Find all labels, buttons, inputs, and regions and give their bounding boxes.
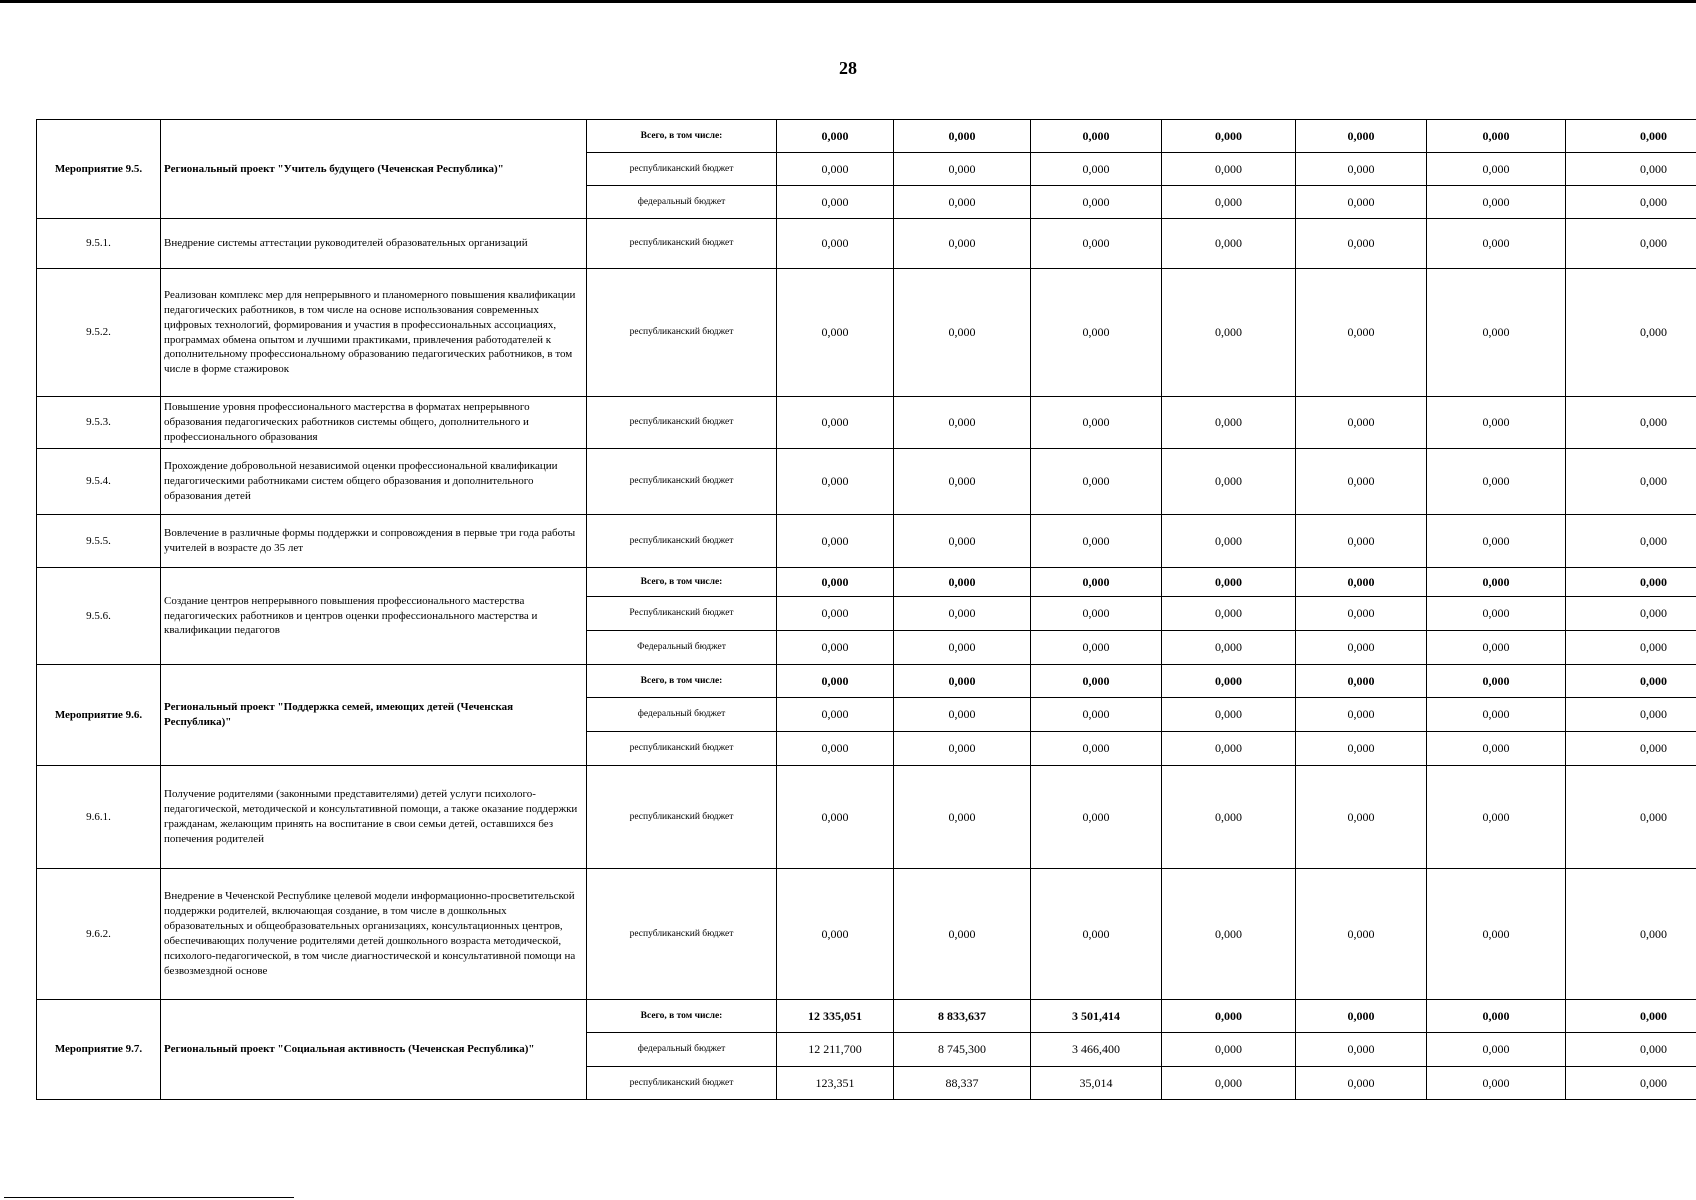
amount-cell: 0,000 — [1162, 631, 1296, 665]
amount-cell: 0,000 — [777, 186, 894, 219]
amount-cell: 0,000 — [894, 153, 1031, 186]
amount-cell: 0,000 — [894, 219, 1031, 269]
amount-cell: 0,000 — [894, 449, 1031, 515]
amount-cell: 0,000 — [1031, 665, 1162, 698]
amount-cell: 0,000 — [1427, 869, 1566, 1000]
row-name-cell: Внедрение в Чеченской Республике целевой модели информационно-просветительской поддержки родителей, включающая создание, в том числе в дошкольных образовательных и общеобразовательных организациях, консультационных центров, обеспечивающих получение родителями детей дошкольного возраста методической, психолого-педагогической, в том числе диагностической и консультативной помощи на безвозмездной основе — [161, 869, 587, 1000]
amount-cell: 0,000 — [894, 568, 1031, 597]
row-name-cell: Внедрение системы аттестации руководителей образовательных организаций — [161, 219, 587, 269]
table-row — [37, 1000, 1696, 1033]
table-row — [37, 219, 1696, 269]
amount-cell: 0,000 — [1162, 120, 1296, 153]
amount-cell: 0,000 — [1031, 153, 1162, 186]
row-code-cell: Мероприятие 9.5. — [37, 120, 161, 219]
amount-cell: 0,000 — [894, 665, 1031, 698]
funding-source-cell: Всего, в том числе: — [587, 120, 777, 153]
amount-cell: 8 833,637 — [894, 1000, 1031, 1033]
funding-source-cell: республиканский бюджет — [587, 153, 777, 186]
amount-cell: 0,000 — [777, 597, 894, 631]
funding-source-cell: республиканский бюджет — [587, 449, 777, 515]
table-row — [37, 397, 1696, 449]
amount-cell: 0,000 — [894, 397, 1031, 449]
table-row — [37, 869, 1696, 1000]
amount-cell: 0,000 — [1296, 698, 1427, 732]
amount-cell: 0,000 — [1427, 1000, 1566, 1033]
amount-cell: 0,000 — [1566, 568, 1696, 597]
amount-cell: 0,000 — [1566, 1033, 1696, 1067]
amount-cell: 0,000 — [1031, 766, 1162, 869]
amount-cell: 0,000 — [894, 269, 1031, 397]
amount-cell: 0,000 — [1162, 766, 1296, 869]
amount-cell: 0,000 — [1162, 568, 1296, 597]
amount-cell: 0,000 — [894, 120, 1031, 153]
amount-cell: 0,000 — [777, 869, 894, 1000]
amount-cell: 0,000 — [1566, 766, 1696, 869]
amount-cell: 0,000 — [1031, 597, 1162, 631]
amount-cell: 0,000 — [1427, 1033, 1566, 1067]
row-name-cell: Региональный проект "Социальная активность (Чеченская Республика)" — [161, 1000, 587, 1100]
amount-cell: 0,000 — [1566, 698, 1696, 732]
amount-cell: 0,000 — [1566, 153, 1696, 186]
funding-source-cell: республиканский бюджет — [587, 219, 777, 269]
row-code-cell: 9.5.3. — [37, 397, 161, 449]
amount-cell: 0,000 — [894, 597, 1031, 631]
amount-cell: 0,000 — [1296, 120, 1427, 153]
row-code-cell: 9.5.6. — [37, 568, 161, 665]
amount-cell: 0,000 — [777, 449, 894, 515]
amount-cell: 0,000 — [894, 186, 1031, 219]
funding-source-cell: республиканский бюджет — [587, 269, 777, 397]
amount-cell: 35,014 — [1031, 1067, 1162, 1100]
amount-cell: 0,000 — [1427, 1067, 1566, 1100]
row-name-cell: Прохождение добровольной независимой оценки профессиональной квалификации педагогическими работниками систем общего образования и дополнительного образования детей — [161, 449, 587, 515]
amount-cell: 0,000 — [1162, 698, 1296, 732]
amount-cell: 0,000 — [1162, 397, 1296, 449]
amount-cell: 0,000 — [1427, 597, 1566, 631]
amount-cell: 0,000 — [1566, 449, 1696, 515]
table-row — [37, 120, 1696, 153]
amount-cell: 0,000 — [1162, 665, 1296, 698]
amount-cell: 0,000 — [1031, 120, 1162, 153]
funding-source-cell: Всего, в том числе: — [587, 1000, 777, 1033]
amount-cell: 88,337 — [894, 1067, 1031, 1100]
amount-cell: 0,000 — [1031, 515, 1162, 568]
amount-cell: 0,000 — [1162, 1067, 1296, 1100]
amount-cell: 0,000 — [894, 869, 1031, 1000]
table-row — [37, 515, 1696, 568]
amount-cell: 0,000 — [1566, 869, 1696, 1000]
table-row — [37, 449, 1696, 515]
amount-cell: 0,000 — [1566, 732, 1696, 766]
row-code-cell: 9.5.2. — [37, 269, 161, 397]
amount-cell: 0,000 — [777, 153, 894, 186]
funding-source-cell: Федеральный бюджет — [587, 631, 777, 665]
amount-cell: 0,000 — [1566, 515, 1696, 568]
amount-cell: 0,000 — [1031, 568, 1162, 597]
row-code-cell: 9.6.1. — [37, 766, 161, 869]
amount-cell: 0,000 — [777, 698, 894, 732]
amount-cell: 0,000 — [1566, 186, 1696, 219]
amount-cell: 0,000 — [1566, 1067, 1696, 1100]
amount-cell: 0,000 — [1296, 568, 1427, 597]
amount-cell: 0,000 — [1427, 120, 1566, 153]
amount-cell: 0,000 — [1296, 732, 1427, 766]
amount-cell: 0,000 — [777, 732, 894, 766]
table-row — [37, 665, 1696, 698]
amount-cell: 0,000 — [1296, 397, 1427, 449]
amount-cell: 3 501,414 — [1031, 1000, 1162, 1033]
amount-cell: 12 335,051 — [777, 1000, 894, 1033]
funding-source-cell: республиканский бюджет — [587, 515, 777, 568]
footnote-rule — [4, 1197, 294, 1198]
amount-cell: 0,000 — [1296, 766, 1427, 869]
amount-cell: 0,000 — [1031, 732, 1162, 766]
amount-cell: 0,000 — [1427, 568, 1566, 597]
row-name-cell: Реализован комплекс мер для непрерывного и планомерного повышения квалификации педагогических работников, в том числе на основе использования современных цифровых технологий, формирования и участия в профессиональных ассоциациях, программах обмена опытом и лучшими практиками, привлечения работодателей к дополнительному профессиональному образованию педагогических работников, в том числе в форме стажировок — [161, 269, 587, 397]
funding-source-cell: республиканский бюджет — [587, 397, 777, 449]
amount-cell: 0,000 — [1031, 698, 1162, 732]
amount-cell: 0,000 — [1031, 269, 1162, 397]
amount-cell: 123,351 — [777, 1067, 894, 1100]
amount-cell: 0,000 — [1031, 397, 1162, 449]
amount-cell: 0,000 — [1296, 1033, 1427, 1067]
amount-cell: 0,000 — [777, 120, 894, 153]
table-row — [37, 568, 1696, 597]
amount-cell: 0,000 — [1031, 219, 1162, 269]
amount-cell: 0,000 — [777, 631, 894, 665]
funding-source-cell: республиканский бюджет — [587, 766, 777, 869]
amount-cell: 0,000 — [894, 698, 1031, 732]
table-row — [37, 269, 1696, 397]
amount-cell: 0,000 — [1031, 449, 1162, 515]
page-number: 28 — [839, 58, 857, 78]
amount-cell: 0,000 — [1296, 219, 1427, 269]
amount-cell: 0,000 — [1031, 631, 1162, 665]
funding-source-cell: Всего, в том числе: — [587, 665, 777, 698]
funding-source-cell: федеральный бюджет — [587, 186, 777, 219]
amount-cell: 0,000 — [777, 515, 894, 568]
amount-cell: 0,000 — [1566, 631, 1696, 665]
funding-source-cell: Всего, в том числе: — [587, 568, 777, 597]
amount-cell: 0,000 — [1162, 597, 1296, 631]
row-name-cell: Получение родителями (законными представителями) детей услуги психолого-педагогической, методической и консультативной помощи, а также оказание поддержки гражданам, желающим принять на воспитание в свои семьи детей, оставшихся без попечения родителей — [161, 766, 587, 869]
amount-cell: 0,000 — [894, 766, 1031, 869]
row-code-cell: 9.5.4. — [37, 449, 161, 515]
amount-cell: 0,000 — [1296, 186, 1427, 219]
amount-cell: 0,000 — [1566, 269, 1696, 397]
row-name-cell: Региональный проект "Учитель будущего (Чеченская Республика)" — [161, 120, 587, 219]
amount-cell: 0,000 — [1427, 219, 1566, 269]
table-row — [37, 766, 1696, 869]
funding-source-cell: Республиканский бюджет — [587, 597, 777, 631]
amount-cell: 0,000 — [1162, 153, 1296, 186]
amount-cell: 0,000 — [1296, 869, 1427, 1000]
amount-cell: 0,000 — [1427, 449, 1566, 515]
row-code-cell: 9.5.5. — [37, 515, 161, 568]
row-name-cell: Повышение уровня профессионального мастерства в форматах непрерывного образования педагогических работников системы общего, дополнительного и профессионального образования — [161, 397, 587, 449]
amount-cell: 0,000 — [777, 269, 894, 397]
amount-cell: 0,000 — [1566, 397, 1696, 449]
amount-cell: 0,000 — [1566, 1000, 1696, 1033]
row-name-cell: Вовлечение в различные формы поддержки и сопровождения в первые три года работы учителей в возрасте до 35 лет — [161, 515, 587, 568]
row-name-cell: Региональный проект "Поддержка семей, имеющих детей (Чеченская Республика)" — [161, 665, 587, 766]
amount-cell: 0,000 — [1162, 869, 1296, 1000]
amount-cell: 0,000 — [1427, 515, 1566, 568]
amount-cell: 0,000 — [1162, 219, 1296, 269]
amount-cell: 0,000 — [1427, 698, 1566, 732]
amount-cell: 0,000 — [777, 766, 894, 869]
amount-cell: 0,000 — [1162, 269, 1296, 397]
amount-cell: 0,000 — [1296, 597, 1427, 631]
funding-source-cell: федеральный бюджет — [587, 1033, 777, 1067]
amount-cell: 8 745,300 — [894, 1033, 1031, 1067]
amount-cell: 0,000 — [1296, 631, 1427, 665]
top-rule — [0, 0, 1696, 3]
amount-cell: 0,000 — [1566, 665, 1696, 698]
amount-cell: 0,000 — [1296, 449, 1427, 515]
amount-cell: 0,000 — [1427, 766, 1566, 869]
funding-source-cell: республиканский бюджет — [587, 869, 777, 1000]
amount-cell: 0,000 — [1427, 397, 1566, 449]
funding-source-cell: республиканский бюджет — [587, 1067, 777, 1100]
amount-cell: 0,000 — [1296, 269, 1427, 397]
row-code-cell: Мероприятие 9.7. — [37, 1000, 161, 1100]
row-code-cell: 9.6.2. — [37, 869, 161, 1000]
amount-cell: 0,000 — [1162, 1000, 1296, 1033]
amount-cell: 0,000 — [1427, 631, 1566, 665]
amount-cell: 0,000 — [1162, 515, 1296, 568]
amount-cell: 0,000 — [894, 515, 1031, 568]
row-code-cell: 9.5.1. — [37, 219, 161, 269]
amount-cell: 0,000 — [1296, 1067, 1427, 1100]
amount-cell: 0,000 — [777, 568, 894, 597]
amount-cell: 0,000 — [1566, 219, 1696, 269]
amount-cell: 0,000 — [1031, 869, 1162, 1000]
amount-cell: 0,000 — [1296, 1000, 1427, 1033]
amount-cell: 0,000 — [1427, 186, 1566, 219]
amount-cell: 0,000 — [1162, 732, 1296, 766]
amount-cell: 12 211,700 — [777, 1033, 894, 1067]
row-name-cell: Создание центров непрерывного повышения профессионального мастерства педагогических работников и центров оценки профессионального мастерства и квалификации педагогов — [161, 568, 587, 665]
amount-cell: 0,000 — [1427, 153, 1566, 186]
amount-cell: 0,000 — [1427, 732, 1566, 766]
row-code-cell: Мероприятие 9.6. — [37, 665, 161, 766]
amount-cell: 0,000 — [1427, 665, 1566, 698]
funding-source-cell: республиканский бюджет — [587, 732, 777, 766]
amount-cell: 0,000 — [1296, 665, 1427, 698]
amount-cell: 0,000 — [1566, 120, 1696, 153]
amount-cell: 0,000 — [777, 219, 894, 269]
amount-cell: 0,000 — [1162, 1033, 1296, 1067]
funding-source-cell: федеральный бюджет — [587, 698, 777, 732]
amount-cell: 0,000 — [1566, 597, 1696, 631]
budget-table — [36, 119, 1696, 1100]
amount-cell: 0,000 — [1162, 449, 1296, 515]
amount-cell: 0,000 — [894, 732, 1031, 766]
amount-cell: 0,000 — [1162, 186, 1296, 219]
amount-cell: 0,000 — [1031, 186, 1162, 219]
amount-cell: 0,000 — [777, 665, 894, 698]
amount-cell: 0,000 — [777, 397, 894, 449]
amount-cell: 0,000 — [1296, 515, 1427, 568]
amount-cell: 0,000 — [1296, 153, 1427, 186]
amount-cell: 3 466,400 — [1031, 1033, 1162, 1067]
amount-cell: 0,000 — [894, 631, 1031, 665]
amount-cell: 0,000 — [1427, 269, 1566, 397]
